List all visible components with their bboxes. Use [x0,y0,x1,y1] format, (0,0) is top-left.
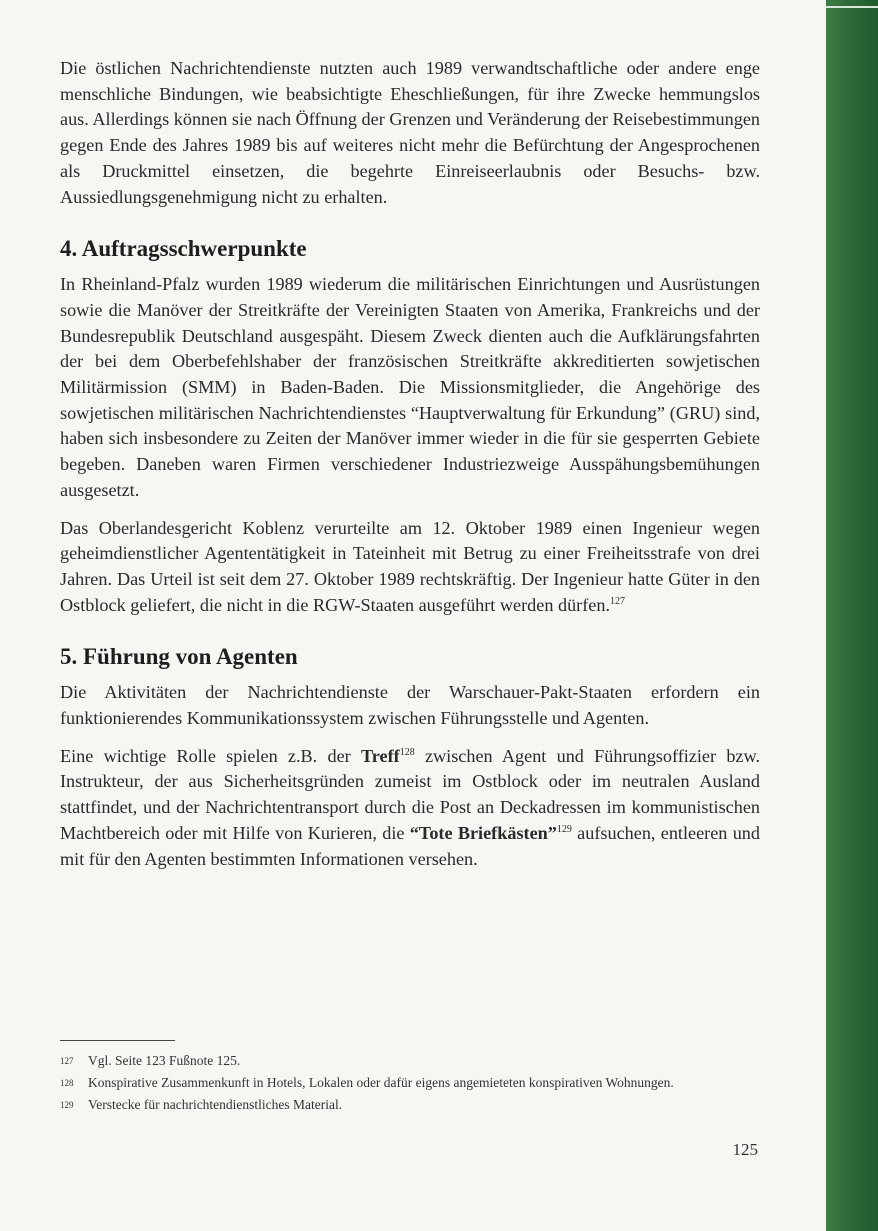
term-treff: Treff [360,745,400,766]
footnote-127 [60,1051,760,1071]
section-5-p2-part-a: Eine wichtige Rolle spielen z.B. der [60,745,361,766]
footnote-ref-127[interactable]: 127 [610,595,625,607]
section-4-heading: 4. Auftragsschwerpunkte [60,236,307,262]
section-5-p2-part-b: zwischen Agent und Führungsoffizier bzw. Instrukteur, der aus Sicherheitsgründen zumeist im Ostblock oder im neutralen Ausland stattfindet, und der Nachrichtentransport durch die Post an Deckadressen im kommunistischen Machtbereich oder mit Hilfe von Kurieren, die [60,745,760,843]
page-number: 125 [732,1140,758,1159]
section-4-paragraph-1: In Rheinland-Pfalz wurden 1989 wiederum die militärischen Einrichtungen und Ausrüstungen sowie die Manöver der Streitkräfte der Vereinigten Staaten von Amerika, Frankreichs und der Bundesrepublik Deutschland ausgespäht. Diesem Zweck dienten auch die Aufklärungsfahrten der bei dem Oberbefehlshaber der französischen Streitkräfte akkreditierten sowjetischen Militärmission (SMM) in Baden-Baden. Die Missionsmitglieder, die Angehörige des sowjetischen militärischen Nachrichtendienstes “Hauptverwaltung für Erkundung” (GRU) sind, haben sich insbesondere zu Zeiten der Manöver immer wieder in die für sie gesperrten Gebiete begeben. Daneben waren Firmen verschiedener Industriezweige Ausspähungsbemühungen ausgesetzt. [60,274,760,500]
page-body [60,56,760,884]
section-4-paragraph-2-text: Das Oberlandesgericht Koblenz verurteilte am 12. Oktober 1989 einen Ingenieur wegen geheimdienstlicher Agententätigkeit in Tateinheit mit Betrug zu einer Freiheitsstrafe von drei Jahren. Das Urteil ist seit dem 27. Oktober 1989 rechtskräftig. Der Ingenieur hatte Güter in den Ostblock geliefert, die nicht in die RGW-Staaten ausgeführt werden dürfen. [60,517,760,615]
footnote-ref-129[interactable]: 129 [556,823,572,835]
footnote-number: 128 [60,1078,74,1088]
footnote-text: Konspirative Zusammenkunft in Hotels, Lokalen oder dafür eigens angemieteten konspirativen Wohnungen. [88,1075,674,1090]
section-5-paragraph-2 [60,744,760,873]
footnote-128 [60,1073,760,1093]
section-5-paragraph-1: Die Aktivitäten der Nachrichtendienste der Warschauer-Pakt-Staaten erfordern ein funktionierendes Kommunikationssystem zwischen Führungsstelle und Agenten. [60,682,760,729]
footnote-rule [60,1040,175,1041]
footnote-text: Verstecke für nachrichtendienstliches Material. [88,1097,343,1112]
footnotes [60,1040,760,1117]
section-4-paragraph-2 [60,516,760,619]
footnote-number: 129 [60,1100,74,1110]
green-side-bar [826,0,878,1231]
section-5-heading: 5. Führung von Agenten [60,644,298,670]
intro-paragraph: Die östlichen Nachrichtendienste nutzten auch 1989 verwandtschaftliche oder andere enge menschliche Bindungen, wie beabsichtigte Eheschließungen, für ihre Zwecke hemmungslos aus. Allerdings können sie nach Öffnung der Grenzen und Veränderung der Reisebestimmungen gegen Ende des Jahres 1989 bis auf weiteres nicht mehr die Befürchtung der Angesprochenen als Druckmittel einsetzen, die begehrte Einreiseerlaubnis oder Besuchs- bzw. Aussiedlungsgenehmigung nicht zu erhalten. [60,58,760,207]
term-tote-briefkaesten: “Tote Briefkästen” [409,822,557,843]
footnote-number: 127 [60,1056,74,1066]
footnote-129 [60,1095,760,1115]
side-bar-tick [826,6,878,8]
footnote-ref-128[interactable]: 128 [399,746,415,758]
section-5-p2-part-c: aufsuchen, entleeren und mit für den Agenten bestimmten Informationen versehen. [60,822,760,869]
footnote-text: Vgl. Seite 123 Fußnote 125. [88,1053,241,1068]
